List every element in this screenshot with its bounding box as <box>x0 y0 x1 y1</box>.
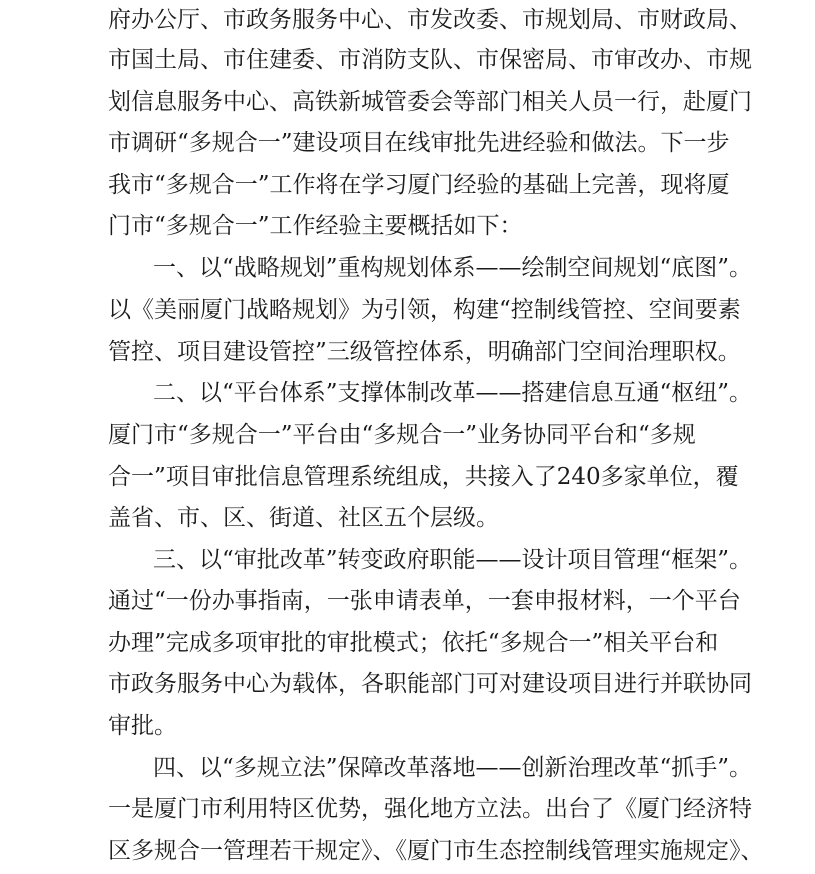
text-line: 门市“多规合一”工作经验主要概括如下： <box>108 213 523 239</box>
section-heading-line: 三、以“审批改革”转变政府职能——设计项目管理“框架”。 <box>153 547 753 573</box>
text-line: 府办公厅、市政务服务中心、市发改委、市规划局、市财政局、 <box>108 7 752 33</box>
section-heading-line: 二、以“平台体系”支撑体制改革——搭建信息互通“枢纽”。 <box>153 380 753 406</box>
text-line: 办理”完成多项审批的审批模式；依托“多规合一”相关平台和 <box>108 630 719 656</box>
text-line: 以《美丽厦门战略规划》为引领，构建“控制线管控、空间要素 <box>108 297 741 323</box>
text-line: 区多规合一管理若干规定》、《厦门市生态控制线管理实施规定》、 <box>108 838 764 864</box>
text-line: 市政务服务中心为载体，各职能部门可对建设项目进行并联协同 <box>108 671 752 697</box>
text-line: 我市“多规合一”工作将在学习厦门经验的基础上完善，现将厦 <box>108 172 730 198</box>
text-line: 盖省、市、区、街道、社区五个层级。 <box>108 505 499 531</box>
text-line: 通过“一份办事指南，一张申请表单，一套申报材料，一个平台 <box>108 588 741 614</box>
section-heading-line: 一、以“战略规划”重构规划体系——绘制空间规划“底图”。 <box>153 255 753 281</box>
text-line: 审批。 <box>108 713 177 739</box>
text-line: 管控、项目建设管控”三级管控体系，明确部门空间治理职权。 <box>108 339 741 365</box>
text-line: 厦门市“多规合一”平台由“多规合一”业务协同平台和“多规 <box>108 422 696 448</box>
text-line: 划信息服务中心、高铁新城管委会等部门相关人员一行，赴厦门 <box>108 89 752 115</box>
text-line: 合一”项目审批信息管理系统组成，共接入了240多家单位，覆 <box>108 464 739 490</box>
text-line: 市调研“多规合一”建设项目在线审批先进经验和做法。下一步 <box>108 130 730 156</box>
text-line: 一是厦门市利用特区优势，强化地方立法。出台了《厦门经济特 <box>108 796 752 822</box>
section-heading-line: 四、以“多规立法”保障改革落地——创新治理改革“抓手”。 <box>153 755 753 781</box>
text-line: 市国土局、市住建委、市消防支队、市保密局、市审改办、市规 <box>108 47 752 73</box>
